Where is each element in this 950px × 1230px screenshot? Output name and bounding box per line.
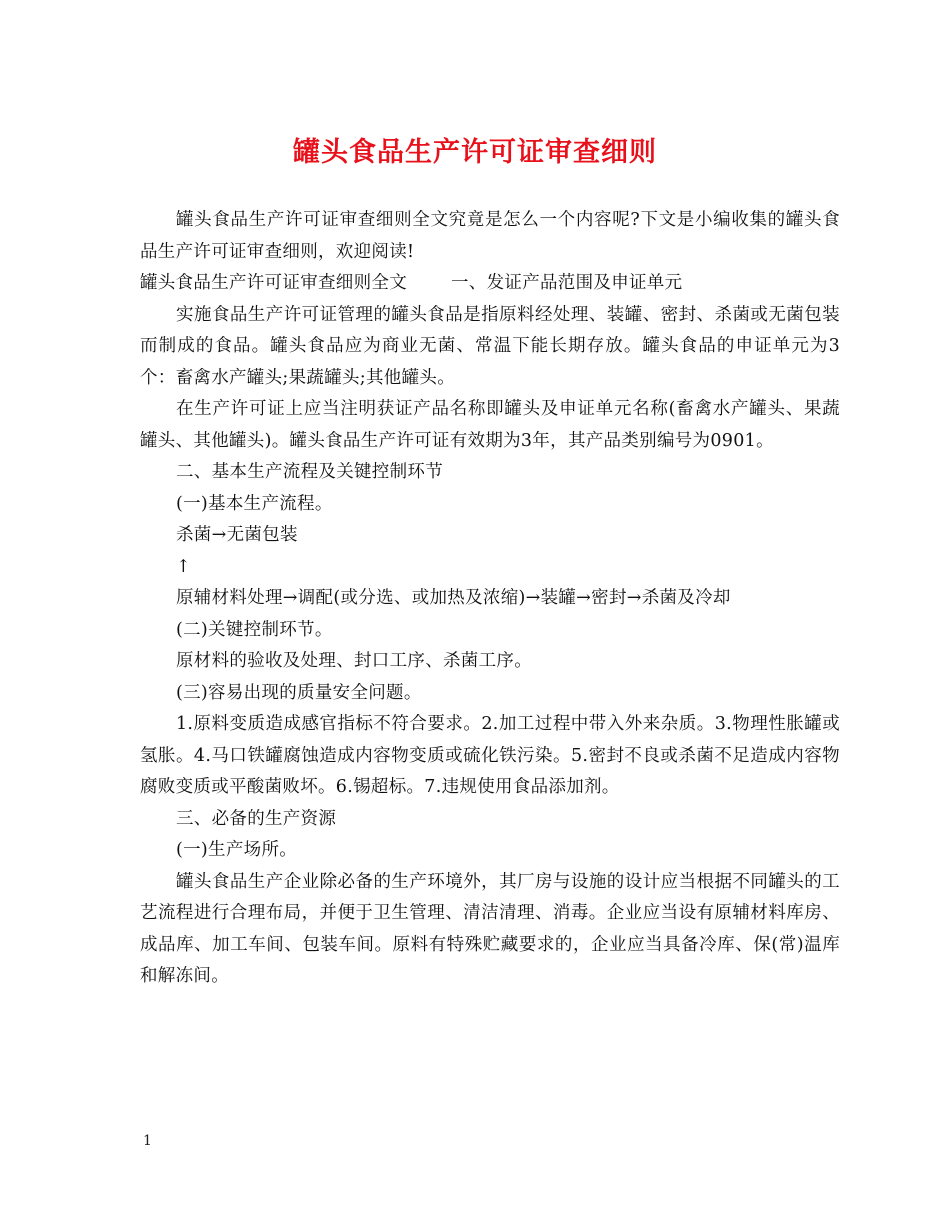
section-two-heading: 二、基本生产流程及关键控制环节 <box>176 462 443 482</box>
paragraph-production-site: 罐头食品生产企业除必备的生产环境外，其厂房与设施的设计应当根据不同罐头的工艺流程进行合理布局，并便于卫生管理、清洁清理、消毒。企业应当设有原辅材料库房、成品库、加工车间、包装车间。原料有特殊贮藏要求的，企业应当具备冷库、保(常)温库和解冻间。 <box>140 871 840 986</box>
subsection-quality-issues: (三)容易出现的质量安全问题。 <box>176 682 422 703</box>
process-flow-arrow: ↑ <box>176 556 191 577</box>
document-title: 罐头食品生产许可证审查细则 <box>293 137 657 168</box>
process-flow-top: 杀菌→无菌包装 <box>176 525 298 545</box>
paragraph-scope: 实施食品生产许可证管理的罐头食品是指原料经处理、装罐、密封、杀菌或无菌包装而制成的食品。罐头食品应为商业无菌、常温下能长期存放。罐头食品的申证单元为3个：畜禽水产罐头;果蔬罐头;其他罐头。 <box>140 304 840 388</box>
subsection-key-control: (二)关键控制环节。 <box>176 619 333 640</box>
subsection-production-site: (一)生产场所。 <box>176 840 298 860</box>
section-three-heading: 三、必备的生产资源 <box>176 808 337 829</box>
full-text-label: 罐头食品生产许可证审查细则全文 <box>140 273 407 293</box>
subsection-basic-process: (一)基本生产流程。 <box>176 493 333 514</box>
document-body <box>140 205 840 993</box>
section-one-heading: 一、发证产品范围及申证单元 <box>451 273 683 293</box>
paragraph-license: 在生产许可证上应当注明获证产品名称即罐头及申证单元名称(畜禽水产罐头、果蔬罐头、其他罐头)。罐头食品生产许可证有效期为3年，其产品类别编号为0901。 <box>140 399 840 451</box>
paragraph-section-heading <box>140 268 840 300</box>
process-flow-main: 原辅材料处理→调配(或分选、或加热及浓缩)→装罐→密封→杀菌及冷却 <box>176 588 731 608</box>
paragraph-key-control: 原材料的验收及处理、封口工序、杀菌工序。 <box>176 651 532 671</box>
page-number: 1 <box>143 1133 152 1149</box>
paragraph-quality-issues: 1.原料变质造成感官指标不符合要求。2.加工过程中带入外来杂质。3.物理性胀罐或氢胀。4.马口铁罐腐蚀造成内容物变质或硫化铁污染。5.密封不良或杀菌不足造成内容物腐败变质或平酸菌败坏。6.锡超标。7.违规使用食品添加剂。 <box>140 714 840 797</box>
paragraph-intro: 罐头食品生产许可证审查细则全文究竟是怎么一个内容呢?下文是小编收集的罐头食品生产许可证审查细则，欢迎阅读! <box>140 210 840 262</box>
